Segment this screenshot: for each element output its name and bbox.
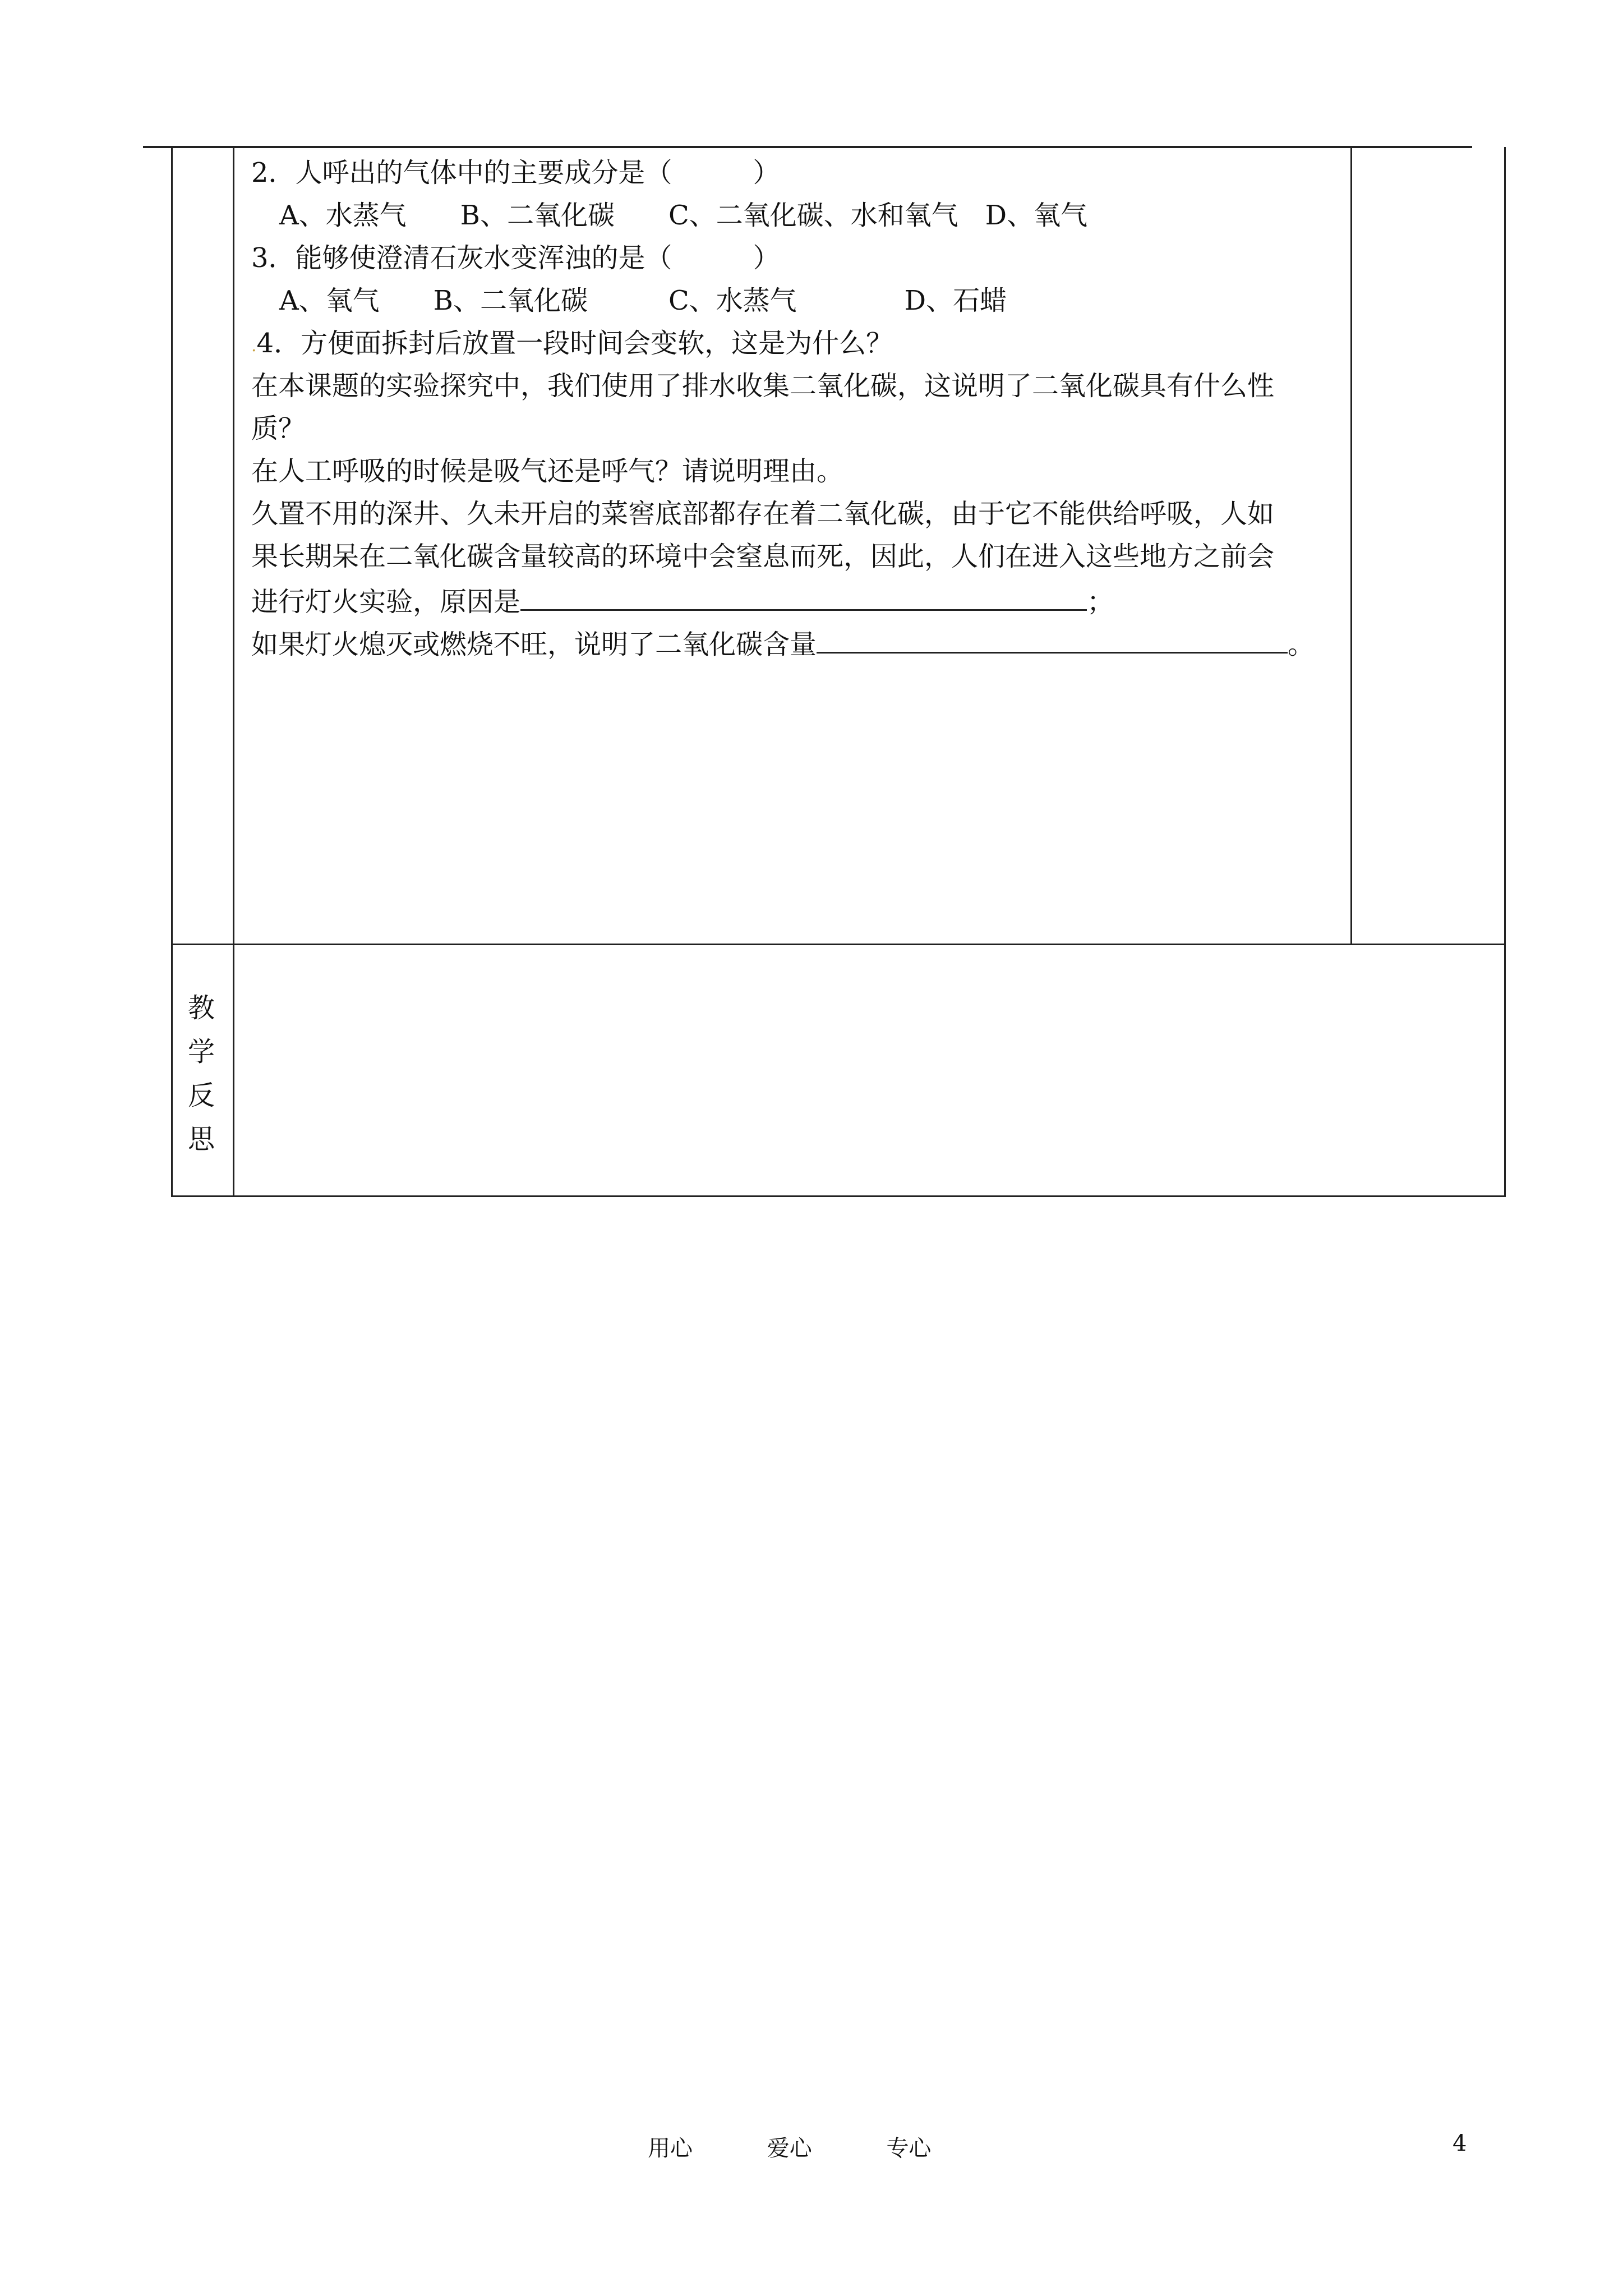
reflection-char: 教 xyxy=(187,992,215,1024)
q3-stem: 3．能够使澄清石灰水变浑浊的是（ ） xyxy=(251,242,780,274)
motto-word: 用心 xyxy=(648,2136,693,2161)
q7-line3-suffix: ； xyxy=(1087,586,1114,618)
q7-line4-prefix: 如果灯火熄灭或燃烧不旺，说明了二氧化碳含量 xyxy=(251,629,817,660)
motto-word: 专心 xyxy=(886,2136,932,2161)
q7-line3-prefix: 进行灯火实验，原因是 xyxy=(251,586,521,618)
q3-options: A、氧气 B、二氧化碳 C、水蒸气 D、石蜡 xyxy=(279,285,1007,316)
q5-line2: 质？ xyxy=(251,413,306,444)
q6-text: 在人工呼吸的时候是吸气还是呼气？请说明理由。 xyxy=(251,455,844,487)
answer-blank-reason[interactable] xyxy=(520,578,1087,611)
teaching-reflection-label xyxy=(185,986,218,1161)
q7-line4 xyxy=(251,620,1345,663)
table-row-divider xyxy=(171,944,1506,945)
reflection-char: 反 xyxy=(187,1080,215,1111)
table-divider-left xyxy=(233,147,234,1197)
reflection-char: 思 xyxy=(187,1124,215,1155)
q7-line1: 久置不用的深井、久未开启的菜窖底部都存在着二氧化碳，由于它不能供给呼吸，人如 xyxy=(251,498,1275,530)
exercise-content xyxy=(251,151,1345,663)
q7-line4-suffix: 。 xyxy=(1288,629,1315,660)
margin-mark: . xyxy=(251,336,257,356)
q7-line2: 果长期呆在二氧化碳含量较高的环境中会窒息而死，因此，人们在进入这些地方之前会 xyxy=(251,541,1275,572)
q7-line3 xyxy=(251,578,1345,620)
q5-line1: 在本课题的实验探究中，我们使用了排水收集二氧化碳，这说明了二氧化碳具有什么性 xyxy=(251,370,1275,402)
motto-word: 爱心 xyxy=(767,2136,812,2161)
page-number: 4 xyxy=(1453,2131,1467,2156)
page-footer xyxy=(0,2131,1623,2164)
q2-stem: 2．人呼出的气体中的主要成分是（ ） xyxy=(251,157,780,188)
footer-motto xyxy=(648,2131,998,2162)
q4-row xyxy=(251,322,1345,365)
reflection-char: 学 xyxy=(187,1036,215,1068)
answer-blank-content[interactable] xyxy=(817,620,1288,654)
q2-options: A、水蒸气 B、二氧化碳 C、二氧化碳、水和氧气 D、氧气 xyxy=(279,200,1088,231)
table-divider-right xyxy=(1350,147,1352,945)
q4-stem: 4．方便面拆封后放置一段时间会变软，这是为什么？ xyxy=(256,328,893,359)
